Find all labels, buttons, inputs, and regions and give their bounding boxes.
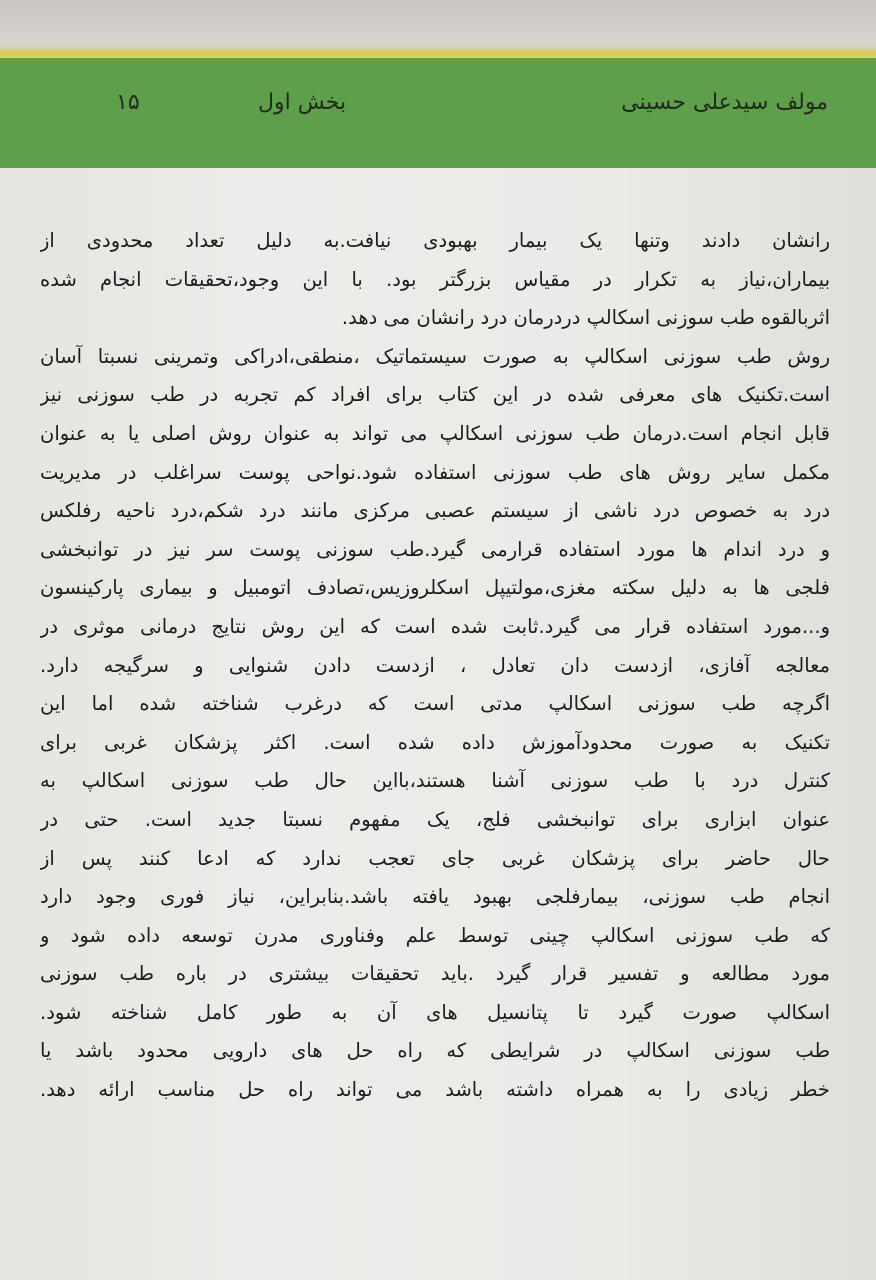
text-line: فلجی ها به دلیل سکته مغزی،مولتیپل اسکلروزیس،تصادف اتومبیل و بیماری پارکینسون (40, 576, 830, 600)
text-line: درد به خصوص درد ناشی از سیستم عصبی مرکزی مانند درد شکم،درد ناحیه رفلکس (40, 499, 830, 523)
text-line: عنوان ابزاری برای توانبخشی فلج، یک مفهوم نسبتا جدید است. حتی در (40, 807, 830, 831)
text-line: قابل انجام است.درمان طب سوزنی اسکالپ می تواند به عنوان روش اصلی یا به عنوان (40, 421, 830, 445)
previous-page-edge (0, 0, 876, 56)
text-line: روش طب سوزنی اسکالپ به صورت سیستماتیک ،منطقی،ادراکی وتمرینی نسبتا آسان (40, 344, 830, 368)
text-line: و درد اندام ها مورد استفاده قرارمی گیرد.طب سوزنی پوست سر نیز در توانبخشی (40, 537, 830, 561)
text-line: کنترل درد با طب سوزنی آشنا هستند،بااین حال طب سوزنی اسکالپ به (40, 769, 830, 793)
text-line: رانشان دادند وتنها یک بیمار بهبودی نیافت.به دلیل تعداد محدودی از (40, 229, 830, 252)
text-line: معالجه آفازی، ازدست دان تعادل ، ازدست دادن شنوایی و سرگیجه دارد. (40, 653, 830, 677)
header-section-title: بخش اول (258, 90, 347, 115)
body-text (40, 222, 830, 1110)
text-line: مورد مطالعه و تفسیر قرار گیرد .باید تحقیقات بیشتری در باره طب سوزنی (40, 962, 830, 986)
text-line: طب سوزنی اسکالپ در شرایطی که راه حل های دارویی محدود باشد یا (40, 1039, 830, 1063)
page-number: ۱۵ (116, 90, 140, 115)
text-line: مکمل سایر روش های طب سوزنی استفاده شود.نواحی پوست سراغلب در مدیریت (40, 460, 830, 484)
text-line: تکنیک به صورت محدودآموزش داده شده است. اکثر پزشکان غربی برای (40, 730, 830, 754)
text-line: اگرچه طب سوزنی اسکالپ مدتی است که درغرب شناخته شده اما این (40, 692, 830, 716)
text-line: بیماران،نیاز به تکرار در مقیاس بزرگتر بود. با این وجود،تحقیقات انجام شده (40, 267, 830, 291)
text-line: خطر زیادی را به همراه داشته باشد می تواند راه حل مناسب ارائه دهد. (40, 1078, 830, 1102)
header-author: مولف سیدعلی حسینی (621, 90, 828, 115)
text-line: اسکالپ صورت گیرد تا پتانسیل های آن به طور کامل شناخته شود. (40, 1000, 830, 1024)
text-line: که طب سوزنی اسکالپ چینی توسط علم وفناوری مدرن توسعه داده شود و (40, 923, 830, 947)
text-line: است.تکنیک های معرفی شده در این کتاب برای افراد کم تجربه در طب سوزنی نیز (40, 383, 830, 407)
text-line: و...مورد استفاده قرار می گیرد.ثابت شده است که این روش نتایج درمانی موثری در (40, 614, 830, 638)
text-line: اثربالقوه طب سوزنی اسکالپ دردرمان درد رانشان می دهد. (341, 306, 830, 330)
text-line: حال حاضر برای پزشکان غربی جای تعجب ندارد که ادعا کنند پس از (40, 846, 830, 870)
text-line: انجام طب سوزنی، بیمارفلجی بهبود یافته باشد.بنابراین، نیاز فوری وجود دارد (40, 885, 830, 909)
running-header (0, 56, 876, 170)
